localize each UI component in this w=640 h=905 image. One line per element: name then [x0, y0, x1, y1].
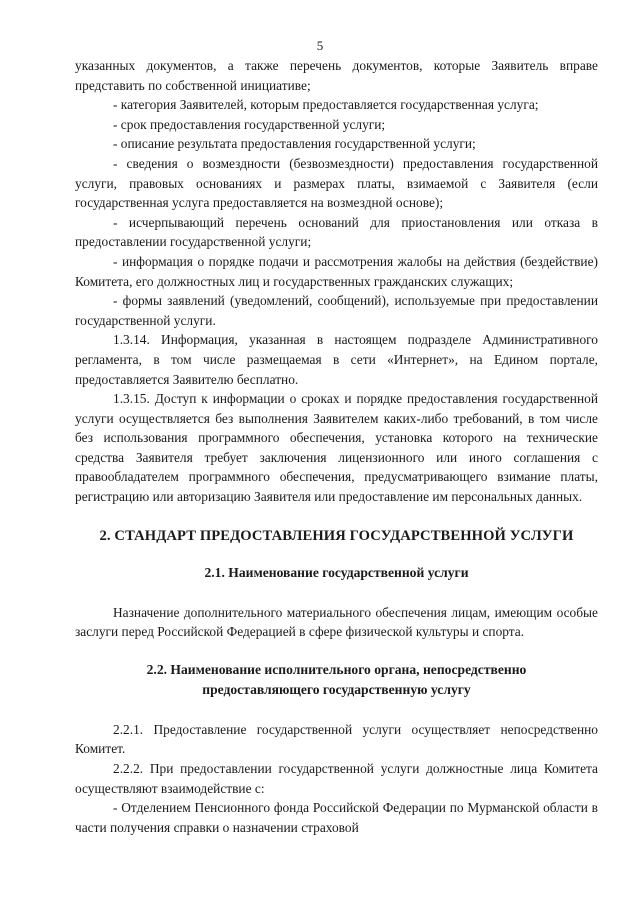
heading-line: предоставляющего государственную услугу [202, 681, 471, 697]
paragraph-2-2-1: 2.2.1. Предоставление государственной услуги осуществляет непосредственно Комитет. [75, 721, 598, 757]
paragraph: указанных документов, а также перечень документов, которые Заявитель вправе представить по собственной инициативе; [75, 58, 598, 93]
heading-line: 2.2. Наименование исполнительного органа, непосредственно [146, 661, 527, 677]
paragraph-1-3-14: 1.3.14. Информация, указанная в настоящем подразделе Административного регламента, в том числе размещаемая в сети «Интернет», на Едином портале, предоставляется Заявителю бесплатно. [75, 332, 598, 387]
paragraph-2-2-2: 2.2.2. При предоставлении государственной услуги должностные лица Комитета осуществляют взаимодействие с: [75, 761, 598, 796]
list-item-pension-fund: - Отделением Пенсионного фонда Российской Федерации по Мурманской области в части получения справки о назначении страховой [75, 800, 598, 835]
section-heading: 2. СТАНДАРТ ПРЕДОСТАВЛЕНИЯ ГОСУДАРСТВЕННОЙ УСЛУГИ [99, 527, 574, 544]
list-item-term: - срок предоставления государственной услуги; [113, 116, 386, 132]
list-item-result: - описание результата предоставления государственной услуги; [113, 136, 476, 152]
list-item-payment: - сведения о возмездности (безвозмездности) предоставления государственной услуги, правовых основаниях и размерах платы, взимаемой с Заявителя (если государственная услуга предоставляется на возмездной основе); [75, 155, 598, 211]
paragraph-1-3-15: 1.3.15. Доступ к информации о сроках и порядке предоставления государственной услуги осуществляется без выполнения Заявителем каких-либо требований, в том числе без использования программного обеспечения, установка которого на технические средства Заявителя требует заключения лицензионного или иного соглашения с правообладателем программного обеспечения, предусматривающего взимание платы, регистрацию или авторизацию Заявителя или предоставление им персональных данных. [75, 391, 598, 505]
list-item-complaints: - информация о порядке подачи и рассмотрения жалобы на действия (бездействие) Комитета, его должностных лиц и государственных гражданских служащих; [75, 253, 598, 289]
page-body [75, 56, 598, 837]
page-number: 5 [316, 38, 324, 53]
paragraph-2-1: Назначение дополнительного материального обеспечения лицам, имеющим особые заслуги перед Российской Федерацией в сфере физической культуры и спорта. [75, 604, 598, 640]
list-item-grounds: - исчерпывающий перечень оснований для приостановления или отказа в предоставлении государственной услуги; [75, 214, 598, 250]
list-item-applicant-category: - категория Заявителей, которым предоставляется государственная услуга; [113, 97, 539, 113]
subsection-heading-2-1: 2.1. Наименование государственной услуги [204, 564, 469, 580]
list-item-forms: - формы заявлений (уведомлений, сообщений), используемые при предоставлении государственной услуги. [75, 293, 598, 328]
subsection-heading-2-2 [75, 660, 598, 700]
